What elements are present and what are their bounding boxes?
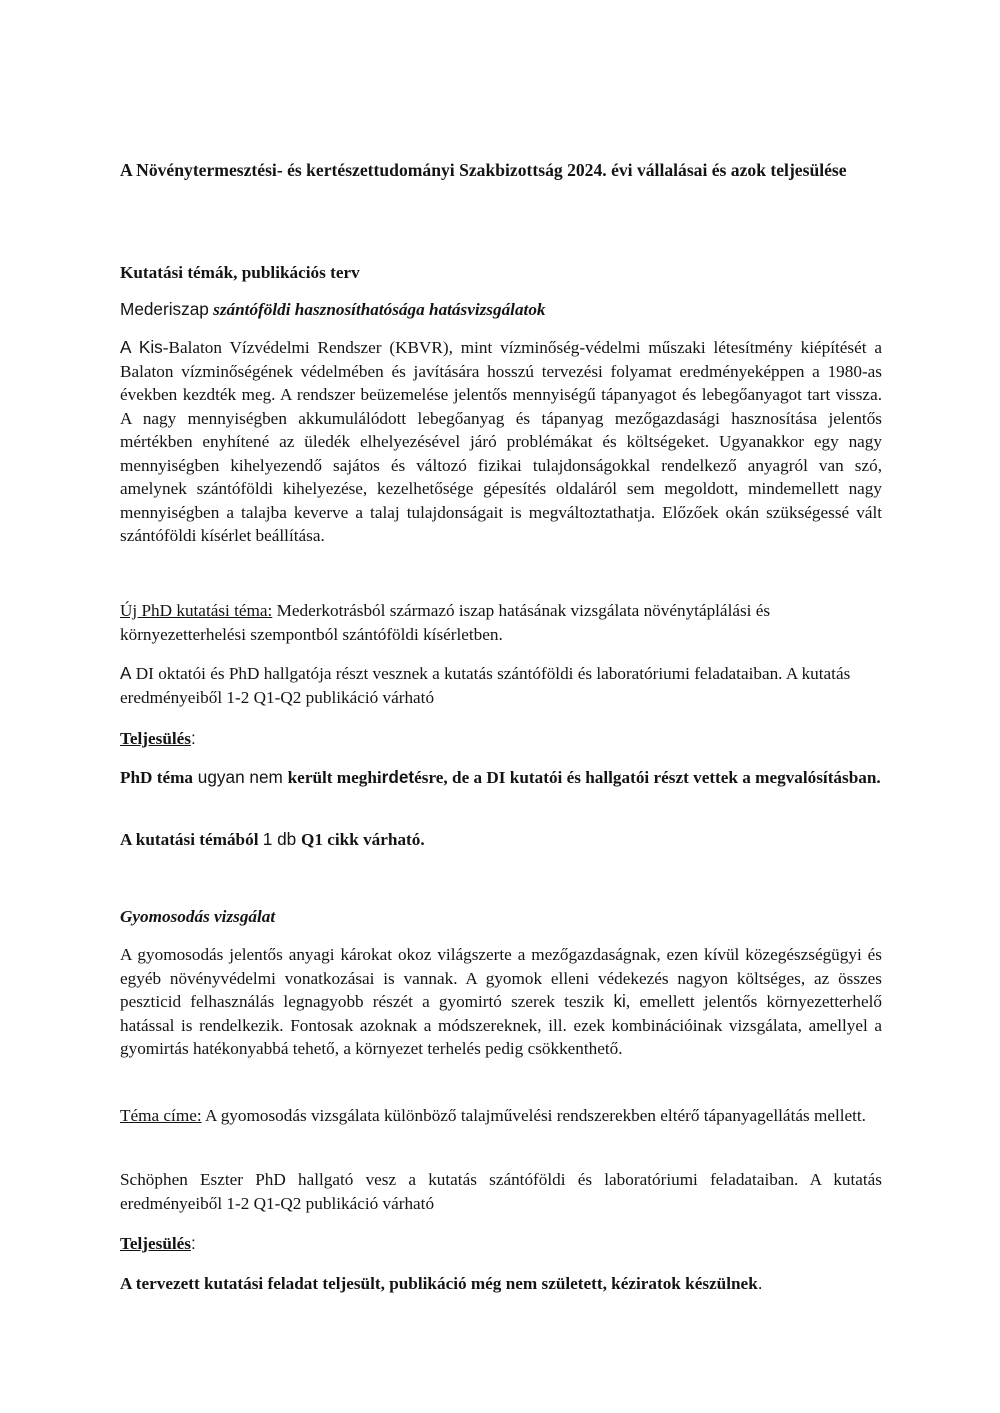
di-participation-lead: A bbox=[120, 663, 132, 683]
topic-title-label: Téma címe: bbox=[120, 1106, 202, 1125]
fulfillment-text-1e: ésre, de a DI kutatói és hallgatói részt vettek a megvalósításban. bbox=[414, 768, 881, 787]
weeds-paragraph-a: A gyomosodás jelentős anyagi károkat okoz világszerte a mezőgazdaságnak, ezen kívül közegészségügyi és egyéb növényvédelmi vonatkozásai is vannak. A gyomok elleni védekezés nagyon költséges, az összes peszticid felhasználás legnagyobb részét a gyomirtó szerek teszik bbox=[120, 945, 882, 1011]
expected-publication-c: Q1 cikk várható. bbox=[301, 830, 425, 849]
expected-publication-a: A kutatási témából bbox=[120, 830, 263, 849]
new-phd-topic-text: Mederkotrásból származó iszap hatásának vizsgálata növénytáplálási és környezetterhelési szempontból szántóföldi kísérletben. bbox=[120, 601, 771, 644]
kbvr-paragraph-lead: A Kis bbox=[120, 337, 163, 357]
fulfillment-text-2-end: . bbox=[757, 1273, 763, 1293]
topic-subtitle bbox=[120, 298, 882, 322]
topic-title bbox=[120, 1104, 882, 1128]
fulfillment-heading-1 bbox=[120, 727, 882, 751]
document-title: A Növénytermesztési- és kertészettudományi Szakbizottság 2024. évi vállalásai és azok teljesülése bbox=[120, 160, 847, 180]
kbvr-paragraph-text: -Balaton Vízvédelmi Rendszer (KBVR), mint vízminőség-védelmi műszaki létesítmény kiépítését a Balaton vízminőségének védelmében és javítására hosszú tervezési folyamat eredményeképpen a 1980-as években kezdték meg. A rendszer beüzemelése jelentős mennyiségű tápanyagot és lebegőanyagot tart vissza. A nagy mennyiségben akkumulálódott lebegőanyag és tápanyag mezőgazdasági hasznosítása jelentős mértékben enyhítené az üledék elhelyezésével járó problémákat és költségeket. Ugyanakkor egy nagy mennyiségben kihelyezendő sajátos és változó fizikai tulajdonságokkal rendelkező anyagról van szó, amelynek szántóföldi kihelyezése, kezelhetősége gépesítés oldaláról sem megoldott, mindemellett nagy mennyiségben a talajba keverve a talaj tulajdonságait is megváltoztathatja. Előzőek okán szükségessé vált szántóföldi kísérlet beállítása. bbox=[120, 338, 882, 545]
fulfillment-text-1c: került meghi bbox=[287, 768, 382, 787]
new-phd-topic-label: Új PhD kutatási téma: bbox=[120, 601, 273, 620]
di-participation-text: DI oktatói és PhD hallgatója részt vesznek a kutatás szántóföldi és laboratóriumi feladataiban. A kutatás eredményeiből 1-2 Q1-Q2 publikáció várható bbox=[120, 664, 851, 707]
section-heading-weeds: Gyomosodás vizsgálat bbox=[120, 907, 276, 926]
fulfillment-label-1: Teljesülés bbox=[120, 729, 191, 748]
topic-subtitle-rest: szántóföldi hasznosíthatósága hatásvizsgálatok bbox=[208, 300, 546, 319]
fulfillment-heading-2 bbox=[120, 1232, 882, 1256]
topic-title-text: A gyomosodás vizsgálata különböző talajművelési rendszerekben eltérő tápanyagellátás mellett. bbox=[201, 1106, 866, 1125]
expected-publication-b: 1 db bbox=[262, 829, 301, 849]
fulfillment-text-1d: rdet bbox=[381, 767, 415, 787]
weeds-paragraph-c: , emellett jelentős környezetterhelő hatással is rendelkezik. Fontosak azoknak a módszereknek, ill. ezek kombinációinak vizsgálata, amellyel a gyomirtás hatékonyabbá tehető, a környezet terhelés pedig csökkenthető. bbox=[120, 992, 882, 1058]
weeds-paragraph-b: ki bbox=[613, 991, 626, 1011]
kbvr-paragraph bbox=[120, 336, 882, 548]
fulfillment-text-1b: ugyan nem bbox=[193, 767, 288, 787]
di-participation-paragraph bbox=[120, 662, 882, 709]
fulfillment-label-2: Teljesülés bbox=[120, 1234, 191, 1253]
fulfillment-colon-1: : bbox=[190, 728, 196, 748]
fulfillment-text-1 bbox=[120, 766, 882, 790]
fulfillment-text-1a: PhD téma bbox=[120, 768, 194, 787]
fulfillment-text-2 bbox=[120, 1272, 882, 1296]
fulfillment-text-2-body: A tervezett kutatási feladat teljesült, publikáció még nem született, kéziratok készülnek bbox=[120, 1274, 758, 1293]
topic-subtitle-lead: Mederiszap bbox=[120, 299, 209, 319]
fulfillment-colon-2: : bbox=[190, 1233, 196, 1253]
section-heading-research: Kutatási témák, publikációs terv bbox=[120, 263, 360, 282]
expected-publication bbox=[120, 828, 882, 852]
student-paragraph: Schöphen Eszter PhD hallgató vesz a kutatás szántóföldi és laboratóriumi feladataiban. A kutatás eredményeiből 1-2 Q1-Q2 publikáció várható bbox=[120, 1170, 882, 1213]
new-phd-topic bbox=[120, 599, 882, 646]
weeds-paragraph bbox=[120, 943, 882, 1061]
